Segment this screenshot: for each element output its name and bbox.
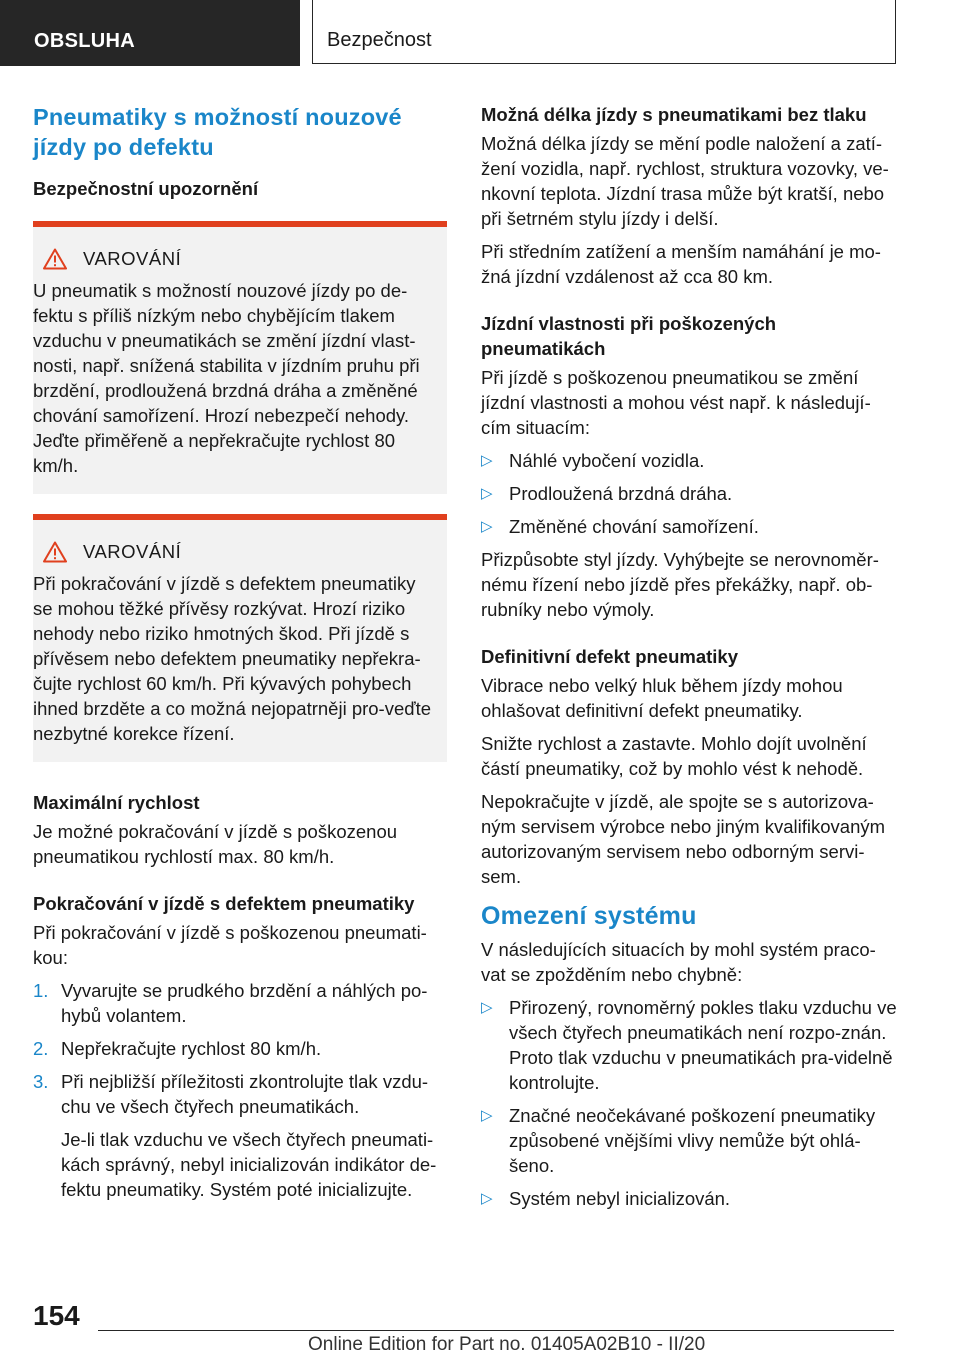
bullet-triangle-icon: ▷: [481, 1107, 493, 1124]
step-number: 2.: [33, 1038, 49, 1059]
warning-header: [43, 245, 447, 273]
continue-intro: Při pokračování v jízdě s poškozenou pneumati-kou:: [33, 922, 427, 968]
defect-text-3: Nepokračujte v jízdě, ale spojte se s autorizova-ným servisem výrobce nebo jiným kvalifikovaným autorizovaným servisem nebo odborným servi-sem.: [481, 791, 886, 887]
step-number: 3.: [33, 1071, 49, 1092]
warning-box-1: [33, 221, 447, 494]
warning-text: Při pokračování v jízdě s defektem pneumatiky se mohou těžké přívěsy rozkývat. Hrozí riziko nehody nebo riziko hmotných škod. Při jízdě s přívěsem nebo defektem pneumatiky nepřekra-čujte rychlost 60 km/h. Při kývavých pohybech ihned brzděte a co možná nejopatrněji pro-veďte nezbytné korekce řízení.: [33, 573, 432, 744]
bullet-triangle-icon: ▷: [481, 1190, 493, 1207]
max-speed-heading: Maximální rychlost: [33, 792, 200, 813]
footer-edition: Online Edition for Part no. 01405A02B10 - II/20: [308, 1334, 706, 1355]
handling-list: [481, 448, 897, 539]
warning-text: U pneumatik s možností nouzové jízdy po de-fektu s příliš nízkým nebo chybějícím tlakem vzduchu v pneumatikách se změní jízdní vlast-nosti, např. snížená stabilita v jízdním pruhu při brzdění, prodloužená brzdná dráha a změněné chování samořízení. Hrozí nebezpečí nehody. Jeďte přiměřeně a nepřekračujte rychlost 80 km/h.: [33, 280, 420, 476]
handling-heading: Jízdní vlastnosti při poškozených pneumatikách: [481, 313, 777, 359]
bullet-triangle-icon: ▷: [481, 452, 493, 469]
step-text: Nepřekračujte rychlost 80 km/h.: [61, 1038, 322, 1059]
bullet-triangle-icon: ▷: [481, 485, 493, 502]
footer-divider: [98, 1330, 894, 1331]
right-column: [481, 102, 897, 1219]
steps-list: [33, 978, 447, 1202]
limits-list: [481, 995, 897, 1211]
list-item: ▷ Značné neočekávané poškození pneumatiky způsobené vnějšími vlivy nemůže být ohlá-šeno.: [481, 1105, 876, 1176]
range-heading: Možná délka jízdy s pneumatikami bez tlaku: [481, 104, 867, 125]
handling-outro: Přizpůsobte styl jízdy. Vyhýbejte se nerovnoměr-nému řízení nebo jízdě přes překážky, např. ob-rubníky nebo výmoly.: [481, 549, 879, 620]
continue-heading: Pokračování v jízdě s defektem pneumatiky: [33, 893, 415, 914]
max-speed-text: Je možné pokračování v jízdě s poškozenou pneumatikou rychlostí max. 80 km/h.: [33, 821, 398, 867]
range-text-2: Při středním zatížení a menším namáhání je mo-žná jízdní vzdálenost až cca 80 km.: [481, 241, 881, 287]
list-item: [33, 1036, 447, 1061]
warning-label: VAROVÁNÍ: [83, 541, 182, 562]
range-text-1: Možná délka jízdy se mění podle naložení a zatí-žení vozidla, např. rychlost, struktura vozovky, ve-nkovní teplota. Jízdní trasa může být kratší, nebo při šetrném stylu jízdy i delší.: [481, 133, 889, 229]
section-title: Pneumatiky s možností nouzové jízdy po defektu: [33, 104, 402, 160]
defect-heading: Definitivní defekt pneumatiky: [481, 646, 738, 667]
handling-intro: Při jízdě s poškozenou pneumatikou se změní jízdní vlastnosti a mohou vést např. k následují-cím situacím:: [481, 367, 871, 438]
left-column: [33, 102, 447, 1210]
section-tab: OBSLUHA: [0, 0, 300, 66]
list-item: [33, 978, 447, 1028]
step-text: Vyvarujte se prudkého brzdění a náhlých po-hybů volantem.: [61, 980, 428, 1026]
limits-title: Omezení systému: [481, 902, 697, 930]
step-text: Při nejbližší příležitosti zkontrolujte tlak vzdu-chu ve všech čtyřech pneumatikách.: [61, 1071, 429, 1117]
defect-text-2: Snižte rychlost a zastavte. Mohlo dojít uvolnění částí pneumatiky, což by mohlo vést k nehodě.: [481, 733, 867, 779]
list-item: ▷ Prodloužená brzdná dráha.: [481, 483, 733, 504]
warning-triangle-icon: [43, 541, 67, 563]
step-note: Je-li tlak vzduchu ve všech čtyřech pneumati-kách správný, nebyl inicializován indikátor de-fektu pneumatiky. Systém poté inicializujte.: [61, 1129, 437, 1200]
warning-label: VAROVÁNÍ: [83, 248, 182, 269]
safety-heading: Bezpečnostní upozornění: [33, 178, 259, 199]
warning-box-2: [33, 514, 447, 762]
list-item: [33, 1069, 447, 1202]
list-item: ▷ Přirozený, rovnoměrný pokles tlaku vzduchu ve všech čtyřech pneumatikách není rozpo-znán. Proto tlak vzduchu v pneumatikách pra-videlně kontrolujte.: [481, 997, 897, 1093]
limits-intro: V následujících situacích by mohl systém praco-vat se zpožděním nebo chybně:: [481, 939, 876, 985]
bullet-triangle-icon: ▷: [481, 999, 493, 1016]
bullet-triangle-icon: ▷: [481, 518, 493, 535]
step-number: 1.: [33, 980, 49, 1001]
defect-text-1: Vibrace nebo velký hluk během jízdy mohou ohlašovat definitivní defekt pneumatiky.: [481, 675, 843, 721]
page-header: [0, 0, 960, 66]
chapter-title: Bezpečnost: [312, 0, 896, 64]
list-item: ▷ Systém nebyl inicializován.: [481, 1188, 731, 1209]
list-item: ▷ Změněné chování samořízení.: [481, 516, 759, 537]
page-number: 154: [33, 1300, 80, 1331]
list-item: ▷ Náhlé vybočení vozidla.: [481, 450, 705, 471]
warning-triangle-icon: [43, 248, 67, 270]
warning-header: [43, 538, 447, 566]
